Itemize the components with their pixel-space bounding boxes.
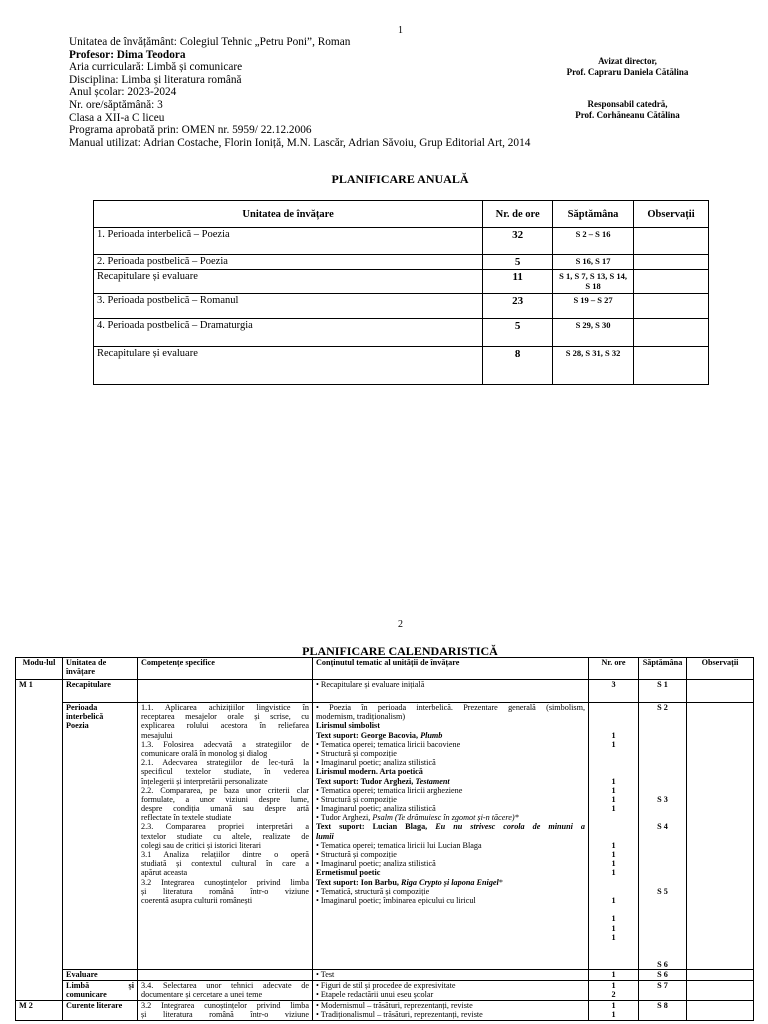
cell-weeks: S 16, S 17 <box>553 255 634 270</box>
asterisk: * <box>498 877 503 887</box>
text-support-title: Riga Crypto și lapona Enigel <box>401 877 499 887</box>
competence-line: și literatura română într-o viziune <box>141 1009 309 1019</box>
hours-value: 1 <box>611 895 616 905</box>
cell-weeks: S 19 – S 27 <box>553 294 634 319</box>
cell-hours: 3 <box>589 680 639 703</box>
hours-value: 1 <box>611 840 616 850</box>
document-header <box>69 36 530 149</box>
competence-line: 2.2. Compararea, pe baza unor criterii clar <box>141 785 309 795</box>
col-module: Modu-lul <box>16 658 63 680</box>
competence-line: studiată și contextul cultural în care a <box>141 859 309 869</box>
text-support-title: Eu nu strivesc corola de minuni a <box>435 822 585 832</box>
annual-plan-title: PLANIFICARE ANUALĂ <box>331 172 469 186</box>
content-line: Lirismul modern. Arta poetică <box>316 767 423 777</box>
cell-hours: 23 <box>483 294 553 319</box>
competence-line: textelor studiate cu altele, realizate de <box>141 831 309 841</box>
director-name: Prof. Capraru Daniela Cătălina <box>566 67 689 77</box>
content-line <box>316 822 585 831</box>
cell-weeks: S 28, S 31, S 32 <box>553 347 634 385</box>
cell-observations <box>687 980 754 1000</box>
hours-value: 1 <box>611 914 616 924</box>
table-row <box>94 270 709 294</box>
cell-hours: 5 <box>483 319 553 347</box>
content-line <box>316 878 585 887</box>
content-line <box>316 777 585 786</box>
competence-line: 3.2 Integrarea cunoștințelor privind limba <box>141 877 309 887</box>
unit-line: Poezia <box>66 721 89 731</box>
content-line: • Imaginarul poetic; analiza stilistică <box>316 758 436 768</box>
hours-value: 1 <box>611 980 616 990</box>
header-discipline: Disciplina: Limba și literatura română <box>69 73 242 86</box>
table-row <box>16 1000 754 1020</box>
cell-content <box>313 1000 589 1020</box>
hours-value: 1 <box>611 1009 616 1019</box>
text-support-title: Plumb <box>420 730 443 740</box>
hours-value: 1 <box>611 923 616 933</box>
competence-line: 3.1 Analiza relațiilor dintre o operă <box>141 850 309 859</box>
competence-line: mesajului <box>141 730 173 740</box>
competence-line: 2.1. Adecvarea strategiilor de lec-tură la <box>141 758 309 768</box>
text-support-label: Text suport: Ion Barbu, <box>316 877 402 887</box>
content-line: • Tematica operei; tematica liricii lui Lucian Blaga <box>316 840 482 850</box>
calendar-plan-title: PLANIFICARE CALENDARISTICĂ <box>302 644 498 658</box>
text-support-label: Text suport: Lucian Blaga, <box>316 822 436 832</box>
cell-competences <box>138 680 313 703</box>
cell-unit: Recapitulare și evaluare <box>94 347 483 385</box>
content-line: • Tematica operei; tematica liricii bacoviene <box>316 739 461 749</box>
header-school: Unitatea de învățământ: Colegiul Tehnic „Petru Poni”, Roman <box>69 36 351 48</box>
table-row <box>94 255 709 270</box>
table-row <box>94 319 709 347</box>
table-row <box>94 347 709 385</box>
content-line: Lirismul simbolist <box>316 721 380 731</box>
content-line <box>316 813 585 822</box>
content-line: • Structură și compoziție <box>316 850 397 859</box>
competence-line: 2.3. Compararea propriei interpretări a <box>141 822 309 832</box>
chair-name: Prof. Corhăneanu Cătălina <box>575 110 680 120</box>
competence-line: coerentă asupra culturii românești <box>141 895 253 905</box>
director-approval <box>540 56 715 78</box>
cell-module: M 2 <box>16 1000 63 1020</box>
cell-observations <box>634 319 709 347</box>
table-header-row <box>94 201 709 228</box>
col-week: Săptămâna <box>639 658 687 680</box>
table-row <box>16 703 754 970</box>
col-observations: Observații <box>687 658 754 680</box>
cell-observations <box>634 347 709 385</box>
content-line: • Modernismul – trăsături, reprezentanți, reviste <box>316 1000 473 1010</box>
cell-weeks: S 1, S 7, S 13, S 14, S 18 <box>553 270 634 294</box>
cell-observations <box>687 703 754 970</box>
table-row <box>16 680 754 703</box>
unit-line: interbelică <box>66 712 104 722</box>
cell-observations <box>634 255 709 270</box>
unit-line: Perioada <box>66 703 98 712</box>
cell-week: S 7 <box>639 980 687 1000</box>
cell-observations <box>687 970 754 980</box>
competence-line: explicarea rolului acestora în reliefarea <box>141 721 309 731</box>
col-unit: Unitatea de învățare <box>63 658 138 680</box>
header-year: Anul școlar: 2023-2024 <box>69 86 177 99</box>
cell-hours <box>589 980 639 1000</box>
cell-content <box>313 703 589 970</box>
hours-value: 1 <box>611 739 616 749</box>
cell-unit: 4. Perioada postbelică – Dramaturgia <box>94 319 483 347</box>
cell-hours: 32 <box>483 228 553 255</box>
unit-line: Limbă și <box>66 980 134 990</box>
hours-value: 1 <box>611 850 616 859</box>
text-support-label: Text suport: Tudor Arghezi, <box>316 776 416 786</box>
cell-unit: 3. Perioada postbelică – Romanul <box>94 294 483 319</box>
content-line: lumii <box>316 831 334 841</box>
content-line: • Imaginarul poetic; îmbinarea epicului cu liricul <box>316 895 476 905</box>
hours-value: 1 <box>611 776 616 786</box>
content-work-title: Psalm (Te drămuiesc în zgomot și-n tăcere)* <box>372 813 519 823</box>
cell-week: S 1 <box>639 680 687 703</box>
hours-value: 1 <box>611 932 616 942</box>
competence-line: 3.2 Integrarea cunoștințelor privind limba <box>141 1000 309 1010</box>
page-number: 2 <box>398 619 403 630</box>
cell-competences <box>138 1000 313 1020</box>
col-weeks: Săptămâna <box>553 201 634 228</box>
week-value: S 4 <box>657 822 668 832</box>
week-value: S 5 <box>657 886 668 896</box>
cell-observations <box>687 1000 754 1020</box>
hours-value: 1 <box>611 1000 616 1010</box>
cell-unit: Curente literare <box>63 1000 138 1020</box>
hours-value: 1 <box>611 794 616 804</box>
cell-observations <box>687 680 754 703</box>
hours-value: 1 <box>611 804 616 814</box>
content-line: Ermetismul poetic <box>316 868 381 878</box>
content-line: • Structură și compoziție <box>316 748 397 758</box>
unit-line: comunicare <box>66 989 107 999</box>
cell-week: S 8 <box>639 1000 687 1020</box>
competence-line: reflectate în textele studiate <box>141 813 232 823</box>
content-line: modernism, tradiționalism) <box>316 712 406 722</box>
cell-weeks: S 2 – S 16 <box>553 228 634 255</box>
col-unit: Unitatea de învățare <box>94 201 483 228</box>
header-program: Programa aprobată prin: OMEN nr. 5959/ 22.12.2006 <box>69 124 312 137</box>
hours-value: 1 <box>611 859 616 869</box>
week-value: S 3 <box>657 794 668 804</box>
cell-hours <box>589 1000 639 1020</box>
cell-hours: 8 <box>483 347 553 385</box>
cell-content: • Recapitulare și evaluare inițială <box>313 680 589 703</box>
col-content: Conținutul tematic al unității de învățare <box>313 658 589 680</box>
annual-plan-table <box>93 200 709 385</box>
table-row <box>94 228 709 255</box>
header-class: Clasa a XII-a C liceu <box>69 111 165 124</box>
competence-line: apărut aceasta <box>141 868 188 878</box>
cell-content: • Test <box>313 970 589 980</box>
header-teacher: Profesor: Dima Teodora <box>69 48 186 61</box>
cell-unit: 2. Perioada postbelică – Poezia <box>94 255 483 270</box>
cell-week <box>639 703 687 970</box>
content-author: • Tudor Arghezi, <box>316 813 373 823</box>
competence-line: 1.3. Folosirea adecvată a strategiilor de <box>141 739 309 749</box>
director-label: Avizat director, <box>598 56 657 66</box>
competence-line: colegi sau de critici și istorici literari <box>141 840 262 850</box>
table-header-row <box>16 658 754 680</box>
cell-hours <box>589 703 639 970</box>
text-support-title: Testament <box>415 776 450 786</box>
content-line: • Poezia în perioada interbelică. Prezentare generală (simbolism, <box>316 703 585 712</box>
cell-observations <box>634 294 709 319</box>
calendar-plan-table <box>15 657 754 1021</box>
hours-value: 2 <box>611 989 616 999</box>
chair-label: Responsabil catedră, <box>587 99 668 109</box>
hours-value: 1 <box>611 730 616 740</box>
competence-line: despre condiția umană sau despre artă <box>141 804 309 814</box>
competence-line: documentare și cercetare a unei teme <box>141 989 263 999</box>
content-line: • Imaginarul poetic; analiza stilistică <box>316 804 436 814</box>
col-hours: Nr. de ore <box>483 201 553 228</box>
cell-observations <box>634 228 709 255</box>
competence-line: și literatura română într-o viziune <box>141 886 309 896</box>
header-area: Aria curriculară: Limbă și comunicare <box>69 61 243 74</box>
cell-observations <box>634 270 709 294</box>
cell-unit: Recapitulare și evaluare <box>94 270 483 294</box>
competence-line: 1.1. Aplicarea achizițiilor lingvistice în <box>141 703 309 712</box>
content-line: • Figuri de stil și procedee de expresivitate <box>316 980 456 990</box>
hours-value: 1 <box>611 868 616 878</box>
content-line: • Imaginarul poetic; analiza stilistică <box>316 859 436 869</box>
cell-unit: 1. Perioada interbelică – Poezia <box>94 228 483 255</box>
table-row <box>16 970 754 980</box>
cell-weeks: S 29, S 30 <box>553 319 634 347</box>
cell-hours: 11 <box>483 270 553 294</box>
cell-competences <box>138 970 313 980</box>
cell-content <box>313 980 589 1000</box>
chair-approval <box>540 99 715 121</box>
col-observations: Observații <box>634 201 709 228</box>
competence-line: înțelegerii și interpretării personalizate <box>141 776 268 786</box>
header-manual: Manual utilizat: Adrian Costache, Florin Ioniță, M.N. Lascăr, Adrian Săvoiu, Grup Editorial Art, 2014 <box>69 136 531 149</box>
cell-unit <box>63 703 138 970</box>
competence-line: comunicare orală în monolog și dialog <box>141 748 268 758</box>
cell-hours: 5 <box>483 255 553 270</box>
cell-module: M 1 <box>16 680 63 1001</box>
header-hours: Nr. ore/săptămână: 3 <box>69 98 163 111</box>
competence-line: formulate, a unor viziuni despre lume, <box>141 794 309 804</box>
content-line: • Tematică, structură și compoziție <box>316 886 430 896</box>
hours-value: 1 <box>611 785 616 795</box>
table-row <box>94 294 709 319</box>
cell-competences <box>138 703 313 970</box>
cell-unit: Evaluare <box>63 970 138 980</box>
col-hours: Nr. ore <box>589 658 639 680</box>
content-line: • Etapele redactării unui eseu școlar <box>316 989 434 999</box>
cell-unit: Recapitulare <box>63 680 138 703</box>
cell-week: S 6 <box>639 970 687 980</box>
content-line: • Tradiționalismul – trăsături, reprezentanți, reviste <box>316 1009 483 1019</box>
content-line <box>316 731 585 740</box>
cell-unit <box>63 980 138 1000</box>
competence-line: specificul textelor studiate, în vederea <box>141 767 309 777</box>
page-number: 1 <box>398 25 403 36</box>
competence-line: 3.4. Selectarea unor tehnici adecvate de <box>141 980 309 990</box>
content-line: • Structură și compoziție <box>316 794 397 804</box>
text-support-label: Text suport: George Bacovia, <box>316 730 421 740</box>
content-line: • Tematica operei; tematica liricii argheziene <box>316 785 463 795</box>
week-value: S 6 <box>657 960 668 970</box>
cell-hours: 1 <box>589 970 639 980</box>
week-value: S 2 <box>657 703 668 712</box>
table-row <box>16 980 754 1000</box>
cell-competences <box>138 980 313 1000</box>
competence-line: receptarea mesajelor orale și scrise, cu <box>141 712 309 722</box>
col-competences: Competențe specifice <box>138 658 313 680</box>
